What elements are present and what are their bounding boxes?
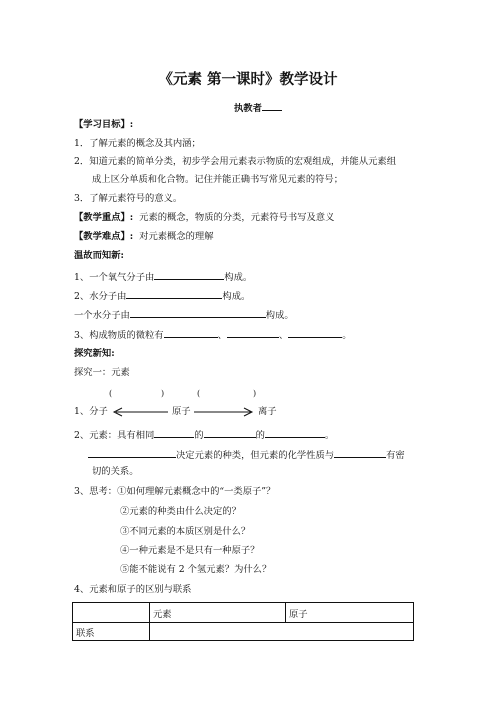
objectives-heading: 【学习目标】: bbox=[74, 119, 134, 130]
think-question: ③不同元素的本质区别是什么？ bbox=[120, 526, 251, 537]
paren-close: ) bbox=[161, 389, 165, 398]
chain-atom: 原子 bbox=[172, 406, 191, 417]
period: 。 bbox=[342, 330, 352, 341]
review-q1-suffix: 构成。 bbox=[224, 272, 253, 283]
connector: 的 bbox=[194, 430, 204, 441]
author-line bbox=[234, 100, 282, 115]
element-definition bbox=[74, 427, 334, 442]
key-point-label: 【教学重点】: bbox=[74, 212, 134, 223]
answer-blank[interactable] bbox=[130, 307, 266, 318]
review-q4 bbox=[74, 327, 352, 342]
element-definition-line3: 切的关系。 bbox=[92, 466, 139, 477]
answer-blank[interactable] bbox=[288, 327, 342, 338]
answer-blank[interactable] bbox=[88, 447, 176, 458]
difficulty-text: 对元素概念的理解 bbox=[139, 231, 214, 242]
review-q4-prompt: 3、构成物质的微粒有 bbox=[74, 330, 164, 341]
answer-blank[interactable] bbox=[227, 327, 279, 338]
table-answer-cell[interactable] bbox=[150, 623, 414, 641]
review-heading: 温故而知新: bbox=[74, 250, 124, 261]
paren-open: ( bbox=[109, 389, 113, 398]
definition-prefix: 2、元素：具有相同 bbox=[74, 430, 155, 441]
key-point-line bbox=[74, 212, 334, 224]
objective-item: 1．了解元素的概念及其内涵； bbox=[74, 138, 201, 149]
table-row-label: 联系 bbox=[73, 623, 150, 641]
answer-blank[interactable] bbox=[154, 427, 194, 438]
author-blank[interactable] bbox=[262, 100, 282, 111]
objective-item: 2．知道元素的简单分类，初步学会用元素表示物质的宏观组成，并能从元素组 bbox=[74, 156, 397, 167]
review-q2-prompt: 2、水分子由 bbox=[74, 291, 127, 302]
page-title: 《元素 第一课时》教学设计 bbox=[158, 71, 338, 88]
objective-item: 3．了解元素符号的意义。 bbox=[74, 193, 183, 204]
think-question: ④一种元素是不是只有一种原子？ bbox=[120, 545, 260, 556]
table-header-cell bbox=[73, 603, 150, 623]
review-q1 bbox=[74, 269, 252, 284]
review-q3 bbox=[74, 307, 294, 322]
review-q2-suffix: 构成。 bbox=[222, 291, 251, 302]
explore-subheading: 探究一：元素 bbox=[74, 367, 130, 378]
review-q2 bbox=[74, 288, 250, 303]
definition-continuation-end: 有密 bbox=[386, 450, 405, 461]
left-arrow-icon bbox=[110, 406, 170, 418]
answer-blank[interactable] bbox=[126, 288, 222, 299]
review-q3-prompt: 一个水分子由 bbox=[74, 310, 130, 321]
difficulty-label: 【教学难点】: bbox=[74, 231, 134, 242]
think-question: 3、思考：①如何理解元素概念中的“一类原子”？ bbox=[74, 486, 276, 497]
objective-item: 成上区分单质和化合物。记住并能正确书写常见元素的符号； bbox=[92, 174, 344, 185]
answer-blank[interactable] bbox=[334, 447, 386, 458]
table-header-cell: 元素 bbox=[150, 603, 286, 623]
separator: 、 bbox=[217, 330, 227, 341]
definition-continuation: 决定元素的种类，但元素的化学性质与 bbox=[176, 450, 335, 461]
answer-blank[interactable] bbox=[154, 269, 224, 280]
explore-heading: 探究新知: bbox=[74, 348, 115, 359]
period: 。 bbox=[324, 430, 335, 441]
chain-ion: 离子 bbox=[258, 406, 277, 417]
element-atom-table bbox=[72, 602, 414, 641]
answer-blank[interactable] bbox=[265, 427, 325, 438]
key-point-text: 元素的概念，物质的分类，元素符号书写及意义 bbox=[139, 212, 335, 223]
table-header-cell: 原子 bbox=[286, 603, 414, 623]
difficulty-line bbox=[74, 231, 214, 243]
review-q1-prompt: 1、一个氧气分子由 bbox=[74, 272, 155, 283]
right-arrow-icon bbox=[192, 406, 256, 418]
answer-blank[interactable] bbox=[164, 327, 218, 338]
paren-close: ) bbox=[253, 389, 257, 398]
table-header-row bbox=[73, 603, 414, 623]
author-label: 执教者 bbox=[234, 103, 262, 114]
paren-open: ( bbox=[197, 389, 201, 398]
table-row bbox=[73, 623, 414, 641]
connector: 的 bbox=[255, 430, 265, 441]
think-question: ②元素的种类由什么决定的？ bbox=[120, 506, 241, 517]
review-q3-suffix: 构成。 bbox=[265, 310, 294, 321]
answer-blank[interactable] bbox=[204, 427, 256, 438]
element-definition-line2 bbox=[88, 447, 405, 462]
chain-molecule: 1、分子 bbox=[74, 406, 108, 417]
separator: 、 bbox=[278, 330, 289, 341]
comparison-heading: 4、元素和原子的区别与联系 bbox=[74, 584, 192, 595]
think-question: ⑤能不能说有 2 个氢元素？为什么？ bbox=[120, 564, 272, 575]
